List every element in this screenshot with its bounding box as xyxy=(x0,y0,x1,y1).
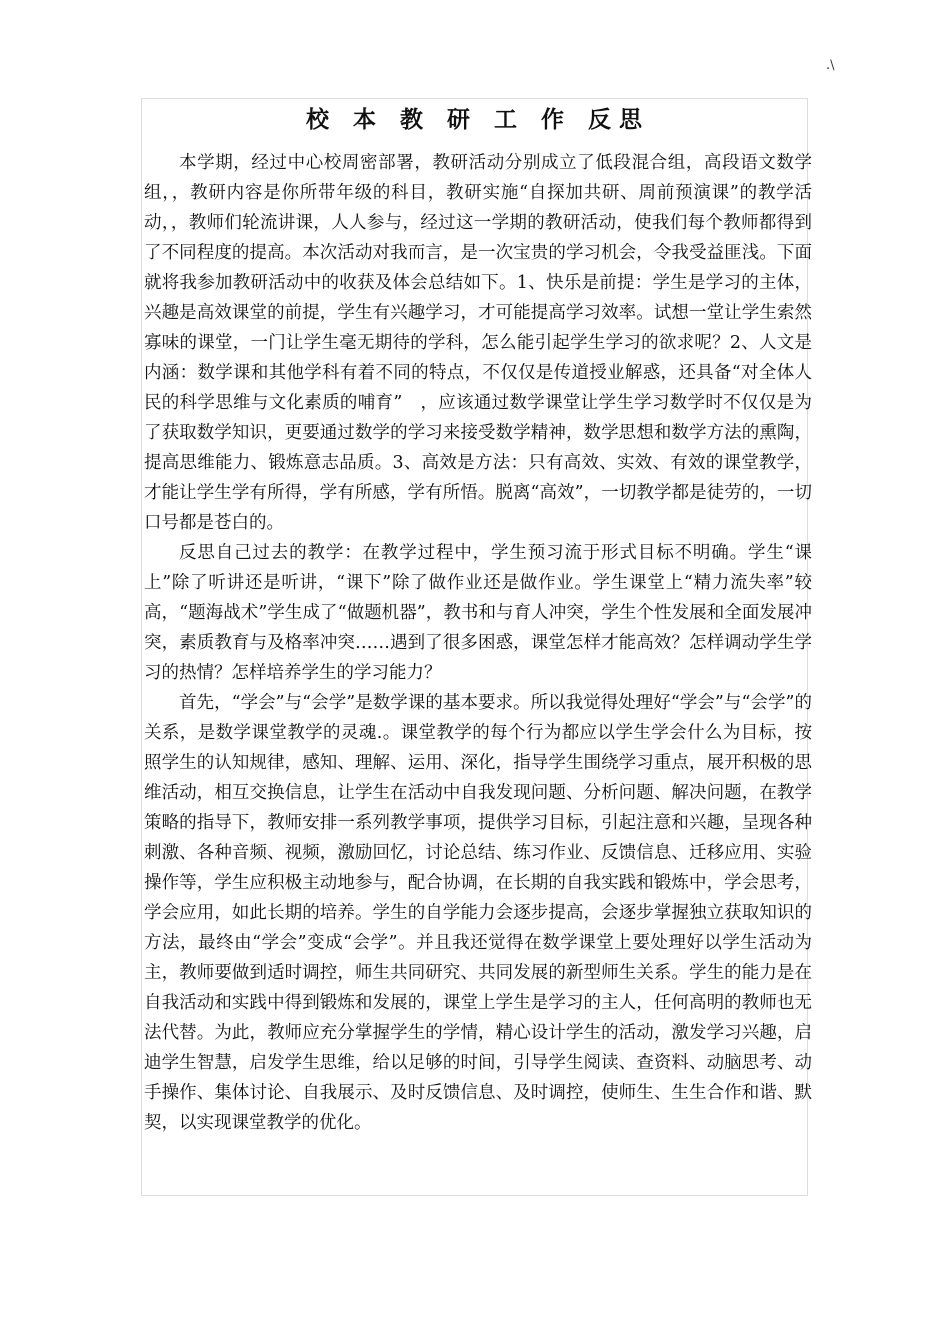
page-corner-mark: .\ xyxy=(826,58,835,73)
paragraph-first-point: 首先，“学会”与“会学”是数学课的基本要求。所以我觉得处理好“学会”与“会学”的关系，是数学课堂教学的灵魂.。课堂教学的每个行为都应以学生学会什么为目标，按照学生的认知规律，感知、理解、运用、深化，指导学生围绕学习重点，展开积极的思维活动，相互交换信息，让学生在活动中自我发现问题、分析问题、解决问题，在教学策略的指导下，教师安排一系列教学事项，提供学习目标，引起注意和兴趣，呈现各种刺激、各种音频、视频，激励回忆，讨论总结、练习作业、反馈信息、迁移应用、实验操作等，学生应积极主动地参与，配合协调，在长期的自我实践和锻炼中，学会思考，学会应用，如此长期的培养。学生的自学能力会逐步提高，会逐步掌握独立获取知识的方法，最终由“学会”变成“会学”。并且我还觉得在数学课堂上要处理好以学生活动为主，教师要做到适时调控，师生共同研究、共同发展的新型师生关系。学生的能力是在自我活动和实践中得到锻炼和发展的，课堂上学生是学习的主人，任何高明的教师也无法代替。为此，教师应充分掌握学生的学情，精心设计学生的活动，激发学习兴趣，启迪学生智慧，启发学生思维，给以足够的时间，引导学生阅读、查资料、动脑思考、动手操作、集体讨论、自我展示、及时反馈信息、及时调控，使师生、生生合作和谐、默契，以实现课堂教学的优化。 xyxy=(144,693,812,1133)
document-body xyxy=(144,100,812,1138)
document-title: 校 本 教 研 工 作 反思 xyxy=(305,106,651,133)
paragraph-intro: 本学期，经过中心校周密部署，教研活动分别成立了低段混合组，高段语文数学组，，教研内容是你所带年级的科目，教研实施“自探加共研、周前预演课”的教学活动，，教师们轮流讲课，人人参与，经过这一学期的教研活动，使我们每个教师都得到了不同程度的提高。本次活动对我而言，是一次宝贵的学习机会，令我受益匪浅。下面就将我参加教研活动中的收获及体会总结如下。1、快乐是前提：学生是学习的主体，兴趣是高效课堂的前提，学生有兴趣学习，才可能提高学习效率。试想一堂让学生索然寡味的课堂，一门让学生毫无期待的学科，怎么能引起学生学习的欲求呢？2、人文是内涵：数学课和其他学科有着不同的特点，不仅仅是传道授业解惑，还具备“对全体人民的科学思维与文化素质的哺育” ，应该通过数学课堂让学生学习数学时不仅仅是为了获取数学知识，更要通过数学的学习来接受数学精神，数学思想和数学方法的熏陶，提高思维能力、锻炼意志品质。3、高效是方法：只有高效、实效、有效的课堂教学，才能让学生学有所得，学有所感，学有所悟。脱离“高效”，一切教学都是徒劳的，一切口号都是苍白的。 xyxy=(144,153,812,533)
paragraph-reflection: 反思自己过去的教学：在教学过程中，学生预习流于形式目标不明确。学生“课上”除了听讲还是听讲，“课下”除了做作业还是做作业。学生课堂上“精力流失率”较高，“题海战术”学生成了“做题机器”，教书和与育人冲突，学生个性发展和全面发展冲突，素质教育与及格率冲突……遇到了很多困惑，课堂怎样才能高效？怎样调动学生学习的热情？怎样培养学生的学习能力？ xyxy=(144,543,812,683)
